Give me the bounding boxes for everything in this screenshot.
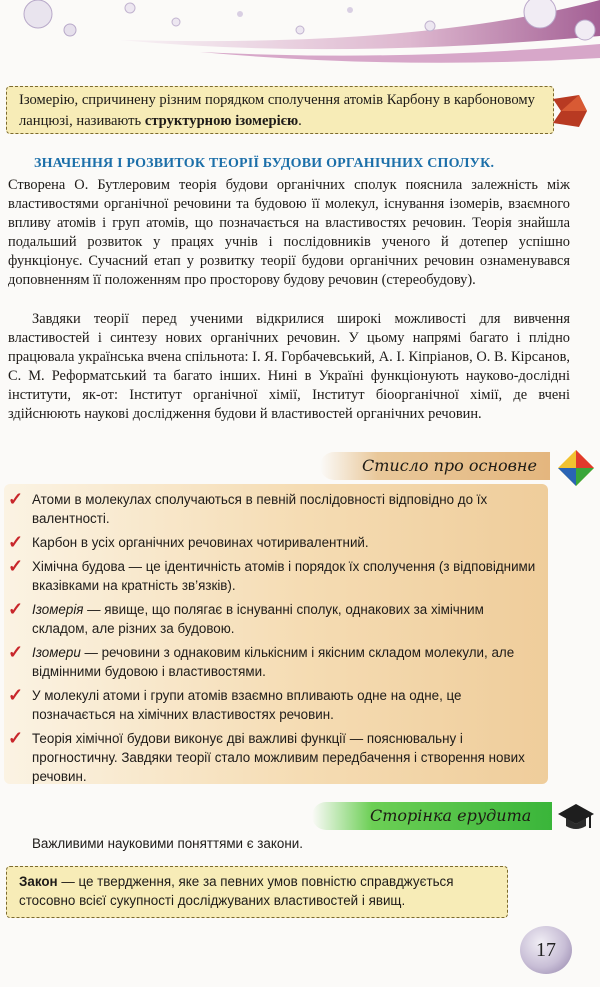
summary-item: ✓ Ізомерія — явище, що полягає в існуванні сполук, однакових за хімічним складом, але різних за будовою. bbox=[8, 599, 484, 636]
erudite-intro: Важливими науковими поняттями є закони. bbox=[32, 836, 303, 851]
law-text: — це твердження, яке за певних умов повністю справджується стосовно всієї сукупності досліджуваних властивостей і явищ. bbox=[19, 874, 454, 908]
summary-label: Стисло про основне bbox=[362, 456, 537, 475]
checkmark-icon: ✓ bbox=[8, 532, 24, 552]
graduation-cap-icon bbox=[556, 800, 596, 834]
checkmark-icon: ✓ bbox=[8, 685, 24, 705]
checkmark-icon: ✓ bbox=[8, 556, 24, 576]
summary-label-bar bbox=[320, 452, 550, 480]
definition-text-before: Ізомерію, спричинену різним порядком сполучення атомів Карбону в карбоновому ланцюзі, називають bbox=[19, 92, 535, 129]
definition-box bbox=[6, 86, 554, 134]
erudite-label-bar bbox=[312, 802, 552, 830]
paragraph-2: Завдяки теорії перед ученими відкрилися широкі можливості для вивчення властивостей і синтезу нових органічних речовин. У цьому напрямі багато і плідно працювала українська вчена спільнота: І. Я. Горбачевський, А. І. Кіпріанов, О. В. Кірсанов, С. М. Реформатський та багато інших. Нині в Україні функціонують науково-дослідні інститути, як-от: Інститут органічної хімії, Інститут біоорганічної хімії, де вчені здійснюють наукові дослідження будови й властивостей органічних речовин. bbox=[8, 311, 570, 422]
summary-item: ✓ Атоми в молекулах сполучаються в певній послідовності відповідно до їх валентності. bbox=[8, 489, 488, 526]
checkmark-icon: ✓ bbox=[8, 489, 24, 509]
definition-term: структурною ізомерією bbox=[144, 113, 299, 129]
top-decorative-banner bbox=[0, 0, 600, 80]
checkmark-icon: ✓ bbox=[8, 728, 24, 748]
summary-item: ✓ Хімічна будова — це ідентичність атомів і порядок їх сполучення (з відповідними вказівками на кратність зв’язків). bbox=[8, 556, 536, 593]
summary-list bbox=[4, 490, 546, 786]
summary-item: ✓ У молекулі атоми і групи атомів взаємно впливають одне на одне, це позначається на хімічних властивостях речовин. bbox=[8, 685, 462, 722]
erudite-label: Сторінка ерудита bbox=[370, 806, 532, 825]
colorful-cube-icon bbox=[556, 448, 596, 488]
section-title: ЗНАЧЕННЯ І РОЗВИТОК ТЕОРІЇ БУДОВИ ОРГАНІЧНИХ СПОЛУК. bbox=[34, 156, 495, 171]
definition-text-after: . bbox=[298, 113, 302, 129]
checkmark-icon: ✓ bbox=[8, 642, 24, 662]
summary-item: ✓ Ізомери — речовини з однаковим кількісним і якісним складом молекули, але відмінними будовою і властивостями. bbox=[8, 642, 515, 679]
summary-item: ✓ Карбон в усіх органічних речовинах чотиривалентний. bbox=[8, 532, 369, 552]
summary-item: ✓ Теорія хімічної будови виконує дві важливі функції — пояснювальну і прогностичну. Завдяки теорії стало можливим передбачення і створення нових речовин. bbox=[8, 728, 525, 784]
law-definition-box bbox=[6, 866, 508, 918]
law-term: Закон bbox=[19, 874, 58, 889]
arrow-ribbon-icon bbox=[549, 93, 589, 129]
checkmark-icon: ✓ bbox=[8, 599, 24, 619]
paragraph-1: Створена О. Бутлеровим теорія будови органічних сполук пояснила залежність між властивостями органічної речовини та будовою її молекул, існування ізомерів, взаємного впливу атомів і груп атомів, що позначається на властивостях речовин. Теорія знайшла подальший розвиток у працях учнів і послідовників ученого й дотепер успішно функціонує. Сучасний етап у розвитку теорії будови органічних речовин ознаменувався доповненням її положенням про просторову будову речовин (стереобудову). bbox=[8, 177, 570, 288]
page-number: 17 bbox=[520, 926, 572, 974]
